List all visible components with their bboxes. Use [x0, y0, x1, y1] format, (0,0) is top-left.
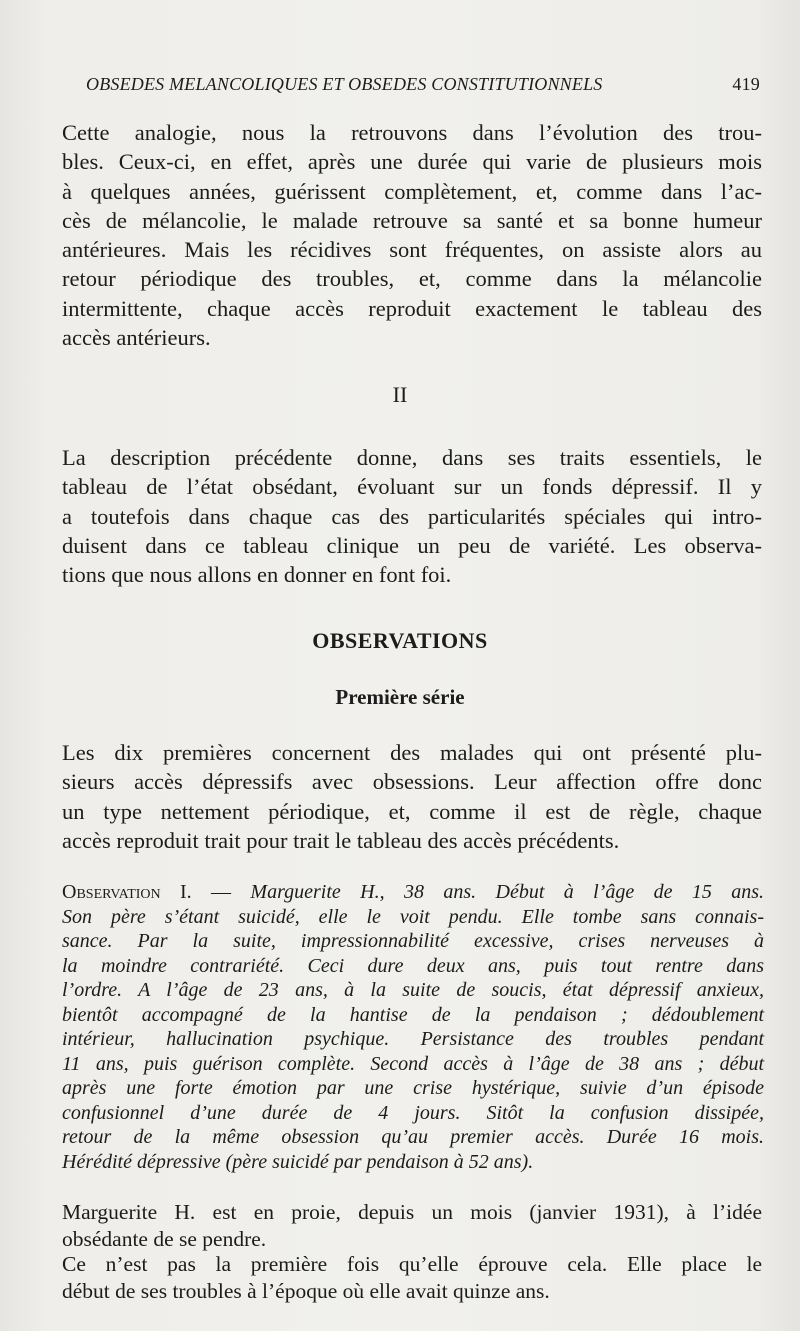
text-line: retour périodique des troubles, et, comme dans la mélancolie	[62, 266, 762, 292]
observation-first-line	[62, 880, 764, 905]
text-line: Marguerite H. est en proie, depuis un mois (janvier 1931), à l’idée	[62, 1200, 762, 1224]
text-line: obsédante de se pendre.	[62, 1227, 267, 1251]
text-line: intermittente, chaque accès reproduit exactement le tableau des	[62, 295, 762, 321]
paragraph-premiere-fois	[62, 1251, 762, 1305]
text-line: à quelques années, guérissent complètement, et, comme dans l’ac-	[62, 178, 762, 204]
text-line: accès reproduit trait pour trait le tableau des accès précédents.	[62, 827, 620, 853]
text-line: après une forte émotion par une crise hystérique, suivie d’un épisode	[62, 1077, 764, 1099]
text-line: la moindre contrariété. Ceci dure deux ans, puis tout rentre dans	[62, 954, 764, 977]
header-title: OBSEDES MELANCOLIQUES ET OBSEDES CONSTITUTIONNELS	[86, 74, 603, 94]
paragraph-marguerite	[62, 1199, 762, 1253]
text-line: Cette analogie, nous la retrouvons dans l’évolution des trou-	[62, 120, 762, 145]
heading-observations: OBSERVATIONS	[312, 628, 488, 653]
heading-premiere-serie: Première série	[335, 685, 465, 709]
text-line: confusionnel d’une durée de 4 jours. Sitôt la confusion dissipée,	[62, 1101, 764, 1124]
text-line: bles. Ceux-ci, en effet, après une durée qui varie de plusieurs mois	[62, 149, 762, 175]
observation-label: Observation I. —	[62, 881, 232, 903]
text-line: tableau de l’état obsédant, évoluant sur un fonds dépressif. Il y	[62, 474, 762, 500]
text-line: bientôt accompagné de la hantise de la pendaison ; dédoublement	[62, 1003, 764, 1026]
text-line: 11 ans, puis guérison complète. Second accès à l’âge de 38 ans ; début	[62, 1052, 764, 1075]
text-line: Les dix premières concernent des malades qui ont présenté plu-	[62, 740, 762, 765]
text-line: accès antérieurs.	[62, 325, 211, 351]
paragraph-description	[62, 443, 762, 589]
observation-heredity: Hérédité dépressive (père suicidé par pendaison à 52 ans).	[62, 1150, 534, 1173]
running-header	[86, 74, 766, 95]
text-line: retour de la même obsession qu’au premier accès. Durée 16 mois.	[62, 1126, 764, 1148]
text-line: Son père s’étant suicidé, elle le voit pendu. Elle tombe sans connais-	[62, 905, 764, 928]
text-line: tions que nous allons en donner en font foi.	[62, 562, 452, 588]
text-line: intérieur, hallucination psychique. Persistance des troubles pendant	[62, 1028, 764, 1050]
text-line: duisent dans ce tableau clinique un peu de variété. Les observa-	[62, 532, 762, 558]
observation-subject: Marguerite H., 38 ans. Début à l’âge de 15 ans.	[250, 881, 764, 903]
paragraph-evolution	[62, 118, 762, 352]
text-line: début de ses troubles à l’époque où elle avait quinze ans.	[62, 1279, 550, 1303]
text-line: Ce n’est pas la première fois qu’elle éprouve cela. Elle place le	[62, 1252, 762, 1276]
text-line: l’ordre. A l’âge de 23 ans, à la suite de soucis, état dépressif anxieux,	[62, 979, 764, 1001]
text-line: a toutefois dans chaque cas des particularités spéciales qui intro-	[62, 503, 762, 529]
text-line: sance. Par la suite, impressionnabilité excessive, crises nerveuses à	[62, 930, 764, 952]
text-line: sieurs accès dépressifs avec obsessions. Leur affection offre donc	[62, 769, 762, 795]
text-line: un type nettement périodique, et, comme il est de règle, chaque	[62, 798, 762, 824]
text-line: antérieures. Mais les récidives sont fréquentes, on assiste alors au	[62, 237, 762, 263]
observation-block	[62, 880, 764, 1174]
text-line: cès de mélancolie, le malade retrouve sa santé et sa bonne humeur	[62, 207, 762, 233]
page-number: 419	[732, 74, 760, 94]
paragraph-premiere-serie	[62, 738, 762, 855]
text-line: La description précédente donne, dans ses traits essentiels, le	[62, 445, 762, 470]
section-numeral: II	[392, 382, 408, 407]
